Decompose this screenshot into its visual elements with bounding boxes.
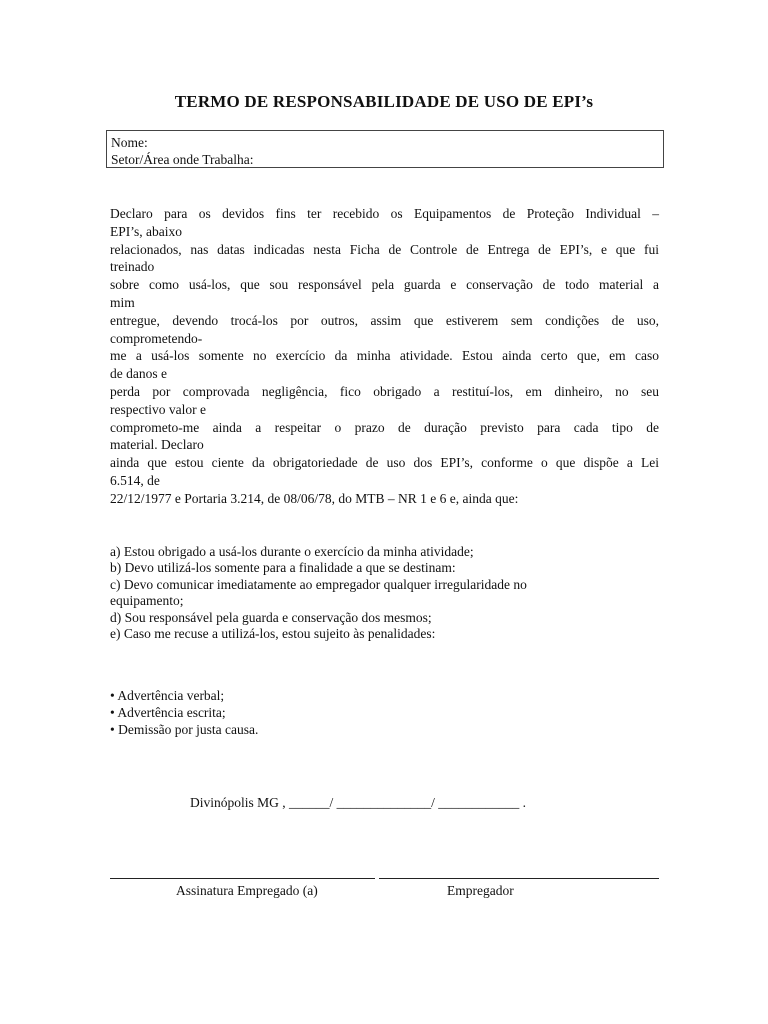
declaration-line: EPI’s, abaixo [110,223,182,239]
declaration-line: ainda que estou ciente da obrigatoriedade de uso dos EPI’s, conforme o que dispõe a Lei [110,455,659,471]
sector-field-label: Setor/Área onde Trabalha: [111,152,254,167]
penalty-item: • Demissão por justa causa. [110,722,259,737]
employee-info-box [106,130,664,168]
declaration-line: mim [110,294,135,310]
declaration-line: de danos e [110,366,167,382]
name-field-label: Nome: [111,135,148,150]
declaration-line: Declaro para os devidos fins ter recebido os Equipamentos de Proteção Individual – [110,206,659,221]
obligation-item: equipamento; [110,593,184,609]
penalty-item: • Advertência escrita; [110,705,226,720]
obligation-item: d) Sou responsável pela guarda e conservação dos mesmos; [110,609,432,625]
employer-signature-line [379,878,659,879]
place-date-line: Divinópolis MG , ______/ ______________/ ____________ . [190,795,527,810]
declaration-line: me a usá-los somente no exercício da minha atividade. Estou ainda certo que, em caso [110,348,659,364]
obligation-item: c) Devo comunicar imediatamente ao empregador qualquer irregularidade no [110,576,527,592]
declaration-line: respectivo valor e [110,401,206,417]
obligation-item: b) Devo utilizá-los somente para a finalidade a que se destinam: [110,560,456,576]
obligations-list [110,544,659,642]
penalty-item: • Advertência verbal; [110,688,225,703]
employer-signature-label: Empregador [447,883,514,898]
employee-signature-line [110,878,375,879]
declaration-paragraph [110,205,659,508]
declaration-line: perda por comprovada negligência, fico obrigado a restituí-los, em dinheiro, no seu [110,383,659,399]
declaration-line: material. Declaro [110,437,204,453]
document-title: TERMO DE RESPONSABILIDADE DE USO DE EPI’s [174,92,594,111]
declaration-line: treinado [110,259,155,275]
penalties-list [110,687,258,738]
declaration-line: sobre como usá-los, que sou responsável pela guarda e conservação de todo material a [110,277,659,293]
declaration-line: comprometo-me ainda a respeitar o prazo de duração previsto para cada tipo de [110,419,659,435]
obligation-item: a) Estou obrigado a usá-los durante o exercício da minha atividade; [110,544,474,559]
declaration-line: 22/12/1977 e Portaria 3.214, de 08/06/78, do MTB – NR 1 e 6 e, ainda que: [110,490,519,506]
employee-signature-label: Assinatura Empregado (a) [176,883,318,898]
declaration-line: entregue, devendo trocá-los por outros, assim que estiverem sem condições de uso, [110,312,659,328]
declaration-line: comprometendo- [110,330,203,346]
declaration-line: 6.514, de [110,472,160,488]
obligation-item: e) Caso me recuse a utilizá-los, estou sujeito às penalidades: [110,626,436,642]
declaration-line: relacionados, nas datas indicadas nesta Ficha de Controle de Entrega de EPI’s, e que fui [110,241,659,257]
